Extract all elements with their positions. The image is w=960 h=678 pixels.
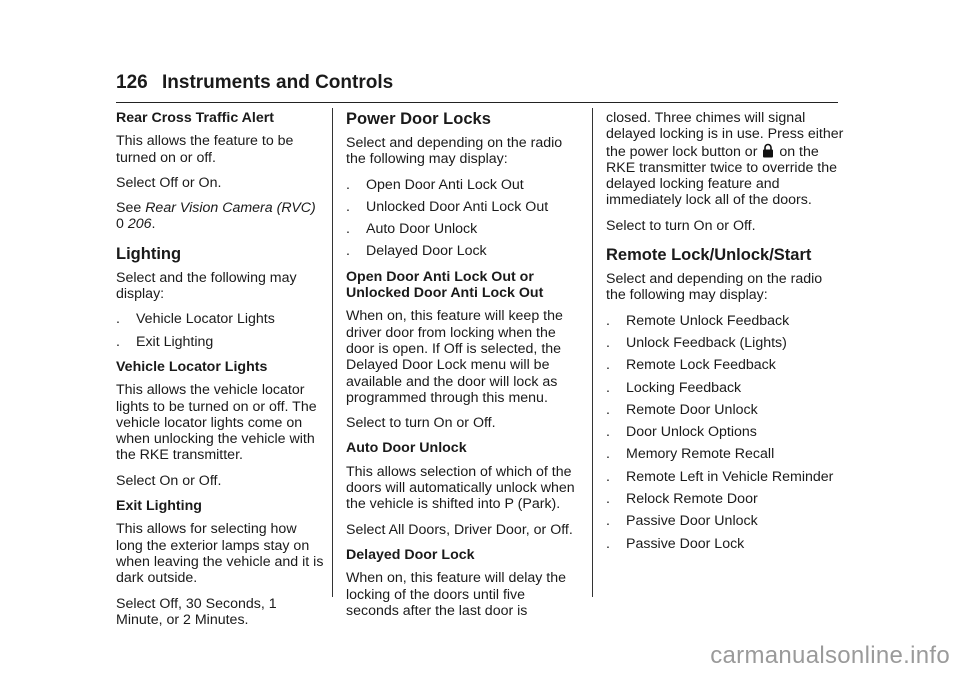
padlock-icon — [762, 143, 774, 158]
ddl-continued-text: closed. Three chimes will signal delayed locking is in use. Press either the power lock button or — [606, 110, 844, 160]
bullet-marker: . — [606, 357, 610, 374]
page-header — [116, 70, 838, 103]
list-item-text: Remote Lock Feedback — [626, 357, 776, 374]
list-item-text: Unlock Feedback (Lights) — [626, 334, 787, 351]
rcta-description: This allows the feature to be turned on or off. — [116, 133, 294, 166]
rvc-page-link[interactable]: 206 — [127, 216, 152, 233]
column-divider-2 — [592, 108, 593, 597]
list-item-text: Passive Door Lock — [626, 535, 745, 552]
list-item — [606, 536, 844, 552]
list-item-text: Remote Unlock Feedback — [626, 312, 790, 329]
list-item — [116, 311, 326, 327]
list-item — [606, 402, 844, 418]
list-item — [606, 357, 844, 373]
list-item-text: Relock Remote Door — [626, 491, 758, 508]
lighting-intro: Select and the following may display: — [116, 269, 297, 303]
exit-description: This allows for selecting how long the exterior lamps stay on when leaving the vehicle and it is dark outside. — [116, 521, 324, 587]
column-2 — [346, 110, 580, 628]
ddl-select: Select to turn On or Off. — [606, 217, 756, 234]
vll-description: This allows the vehicle locator lights to be turned on or off. The vehicle locator lights come on when unlocking the vehicle with the RKE transmitter. — [116, 382, 317, 464]
list-item — [606, 380, 844, 396]
ddl-continued-text-2: on the RKE transmitter twice to override the delayed locking feature and immediately lock all of the doors. — [606, 143, 838, 209]
list-item — [346, 221, 580, 237]
list-item-text: Unlocked Door Anti Lock Out — [366, 198, 549, 215]
rear-cross-traffic-alert-title: Rear Cross Traffic Alert — [116, 110, 274, 126]
list-item-text: Auto Door Unlock — [366, 221, 478, 238]
power-door-locks-heading: Power Door Locks — [346, 110, 491, 128]
list-item-text: Exit Lighting — [136, 333, 214, 350]
ddl-continued — [606, 110, 844, 209]
section-title: Instruments and Controls — [162, 72, 394, 93]
adu-description: This allows selection of which of the doors will automatically unlock when the vehicle is shifted into P (Park). — [346, 463, 575, 513]
page-number: 126 — [116, 72, 148, 93]
bullet-marker: . — [346, 221, 350, 238]
list-item-text: Remote Left in Vehicle Reminder — [626, 468, 834, 485]
bullet-marker: . — [606, 446, 610, 463]
list-item-text: Passive Door Unlock — [626, 513, 758, 530]
list-item — [606, 446, 844, 462]
exit-lighting-title: Exit Lighting — [116, 498, 202, 515]
column-3 — [606, 110, 844, 558]
list-item — [606, 424, 844, 440]
open-door-anti-lock-out-title: Open Door Anti Lock Out or Unlocked Door Anti Lock Out — [346, 268, 544, 302]
list-item-text: Locking Feedback — [626, 379, 742, 396]
auto-door-unlock-title: Auto Door Unlock — [346, 440, 467, 457]
see-suffix: . — [151, 216, 156, 233]
list-item-text: Vehicle Locator Lights — [136, 311, 275, 328]
bullet-marker: . — [606, 468, 610, 485]
page-reference-arrow-icon: 0 — [116, 216, 124, 233]
list-item-text: Memory Remote Recall — [626, 446, 775, 463]
odal-select: Select to turn On or Off. — [346, 415, 496, 432]
list-item-text: Door Unlock Options — [626, 424, 757, 441]
bullet-marker: . — [346, 243, 350, 260]
bullet-marker: . — [606, 379, 610, 396]
column-1 — [116, 110, 326, 637]
list-item — [606, 513, 844, 529]
bullet-marker: . — [606, 334, 610, 351]
list-item-text: Open Door Anti Lock Out — [366, 176, 524, 193]
bullet-marker: . — [116, 333, 120, 350]
odal-description: When on, this feature will keep the driver door from locking when the door is open. If Off is selected, the Delayed Door Lock menu will be available and the door will lock as programmed through this menu. — [346, 308, 563, 406]
bullet-marker: . — [346, 198, 350, 215]
list-item — [606, 335, 844, 351]
rcta-select: Select Off or On. — [116, 174, 222, 191]
bullet-marker: . — [606, 424, 610, 441]
delayed-door-lock-title: Delayed Door Lock — [346, 546, 475, 563]
ddl-description: When on, this feature will delay the locking of the doors until five seconds after the last door is — [346, 570, 567, 619]
see-reference — [116, 200, 326, 233]
bullet-marker: . — [606, 312, 610, 329]
list-item-text: Remote Door Unlock — [626, 401, 758, 418]
list-item — [606, 469, 844, 485]
list-item — [606, 313, 844, 329]
column-divider-1 — [332, 108, 333, 597]
bullet-marker: . — [116, 311, 120, 328]
bullet-marker: . — [606, 401, 610, 418]
list-item — [606, 491, 844, 507]
watermark: carmanualsonline.info — [710, 642, 950, 669]
list-item — [346, 199, 580, 215]
see-prefix: See — [116, 200, 146, 217]
rvc-reference-link[interactable]: Rear Vision Camera (RVC) — [145, 200, 316, 217]
pdl-intro: Select and depending on the radio the following may display: — [346, 135, 563, 168]
list-item — [346, 177, 580, 193]
list-item — [346, 243, 580, 259]
bullet-marker: . — [606, 491, 610, 508]
exit-select: Select Off, 30 Seconds, 1 Minute, or 2 Minutes. — [116, 595, 277, 628]
list-item — [116, 334, 326, 350]
vehicle-locator-lights-title: Vehicle Locator Lights — [116, 358, 268, 375]
lighting-heading: Lighting — [116, 244, 182, 263]
bullet-marker: . — [606, 513, 610, 530]
vll-select: Select On or Off. — [116, 472, 222, 489]
adu-select: Select All Doors, Driver Door, or Off. — [346, 521, 573, 538]
remote-lock-unlock-start-heading: Remote Lock/Unlock/Start — [606, 246, 812, 265]
rlus-intro: Select and depending on the radio the following may display: — [606, 271, 823, 304]
list-item-text: Delayed Door Lock — [366, 243, 487, 260]
bullet-marker: . — [346, 176, 350, 193]
bullet-marker: . — [606, 535, 610, 552]
